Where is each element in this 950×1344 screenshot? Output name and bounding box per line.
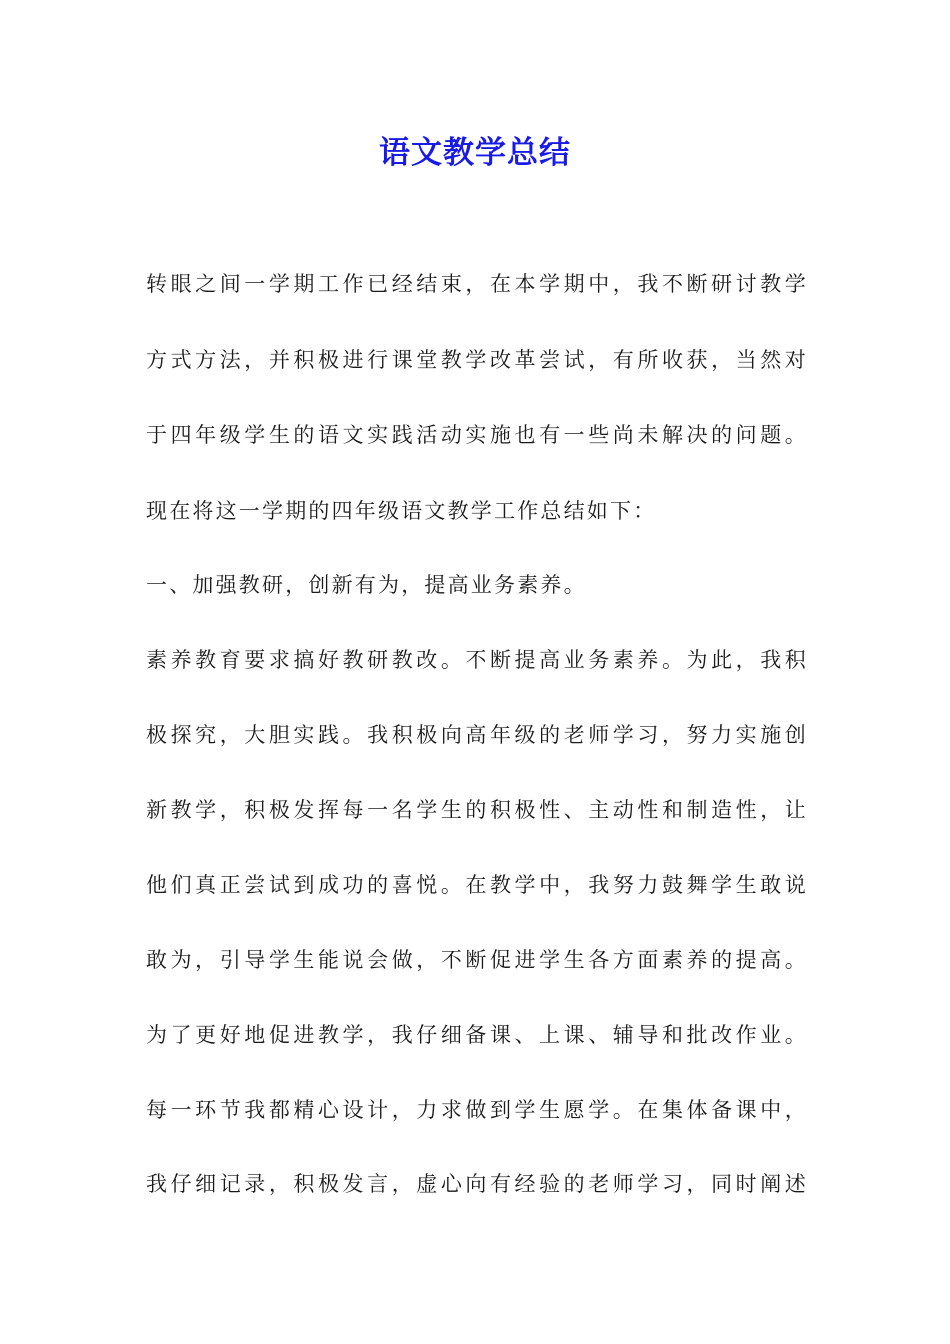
document-title: 语文教学总结 — [379, 135, 571, 171]
paragraph-line: 我仔细记录，积极发言，虚心向有经验的老师学习，同时阐述 — [146, 1172, 808, 1196]
paragraph-line: 方式方法，并积极进行课堂教学改革尝试，有所收获，当然对 — [146, 348, 808, 372]
paragraph-line: 为了更好地促进教学，我仔细备课、上课、辅导和批改作业。 — [146, 1023, 808, 1047]
paragraph-line: 他们真正尝试到成功的喜悦。在教学中，我努力鼓舞学生敢说 — [146, 873, 808, 897]
paragraph-line: 转眼之间一学期工作已经结束，在本学期中，我不断研讨教学 — [146, 272, 808, 296]
paragraph-line: 于四年级学生的语文实践活动实施也有一些尚未解决的问题。 — [146, 423, 808, 447]
paragraph-line: 现在将这一学期的四年级语文教学工作总结如下： — [146, 499, 657, 523]
paragraph-line: 新教学，积极发挥每一名学生的积极性、主动性和制造性，让 — [146, 798, 808, 822]
paragraph-line: 每一环节我都精心设计，力求做到学生愿学。在集体备课中， — [146, 1098, 808, 1122]
paragraph-line: 素养教育要求搞好教研教改。不断提高业务素养。为此，我积 — [146, 648, 808, 672]
section-heading: 一、加强教研，创新有为，提高业务素养。 — [146, 573, 587, 597]
paragraph-line: 敢为，引导学生能说会做，不断促进学生各方面素养的提高。 — [146, 948, 808, 972]
paragraph-line: 极探究，大胆实践。我积极向高年级的老师学习，努力实施创 — [146, 723, 808, 747]
